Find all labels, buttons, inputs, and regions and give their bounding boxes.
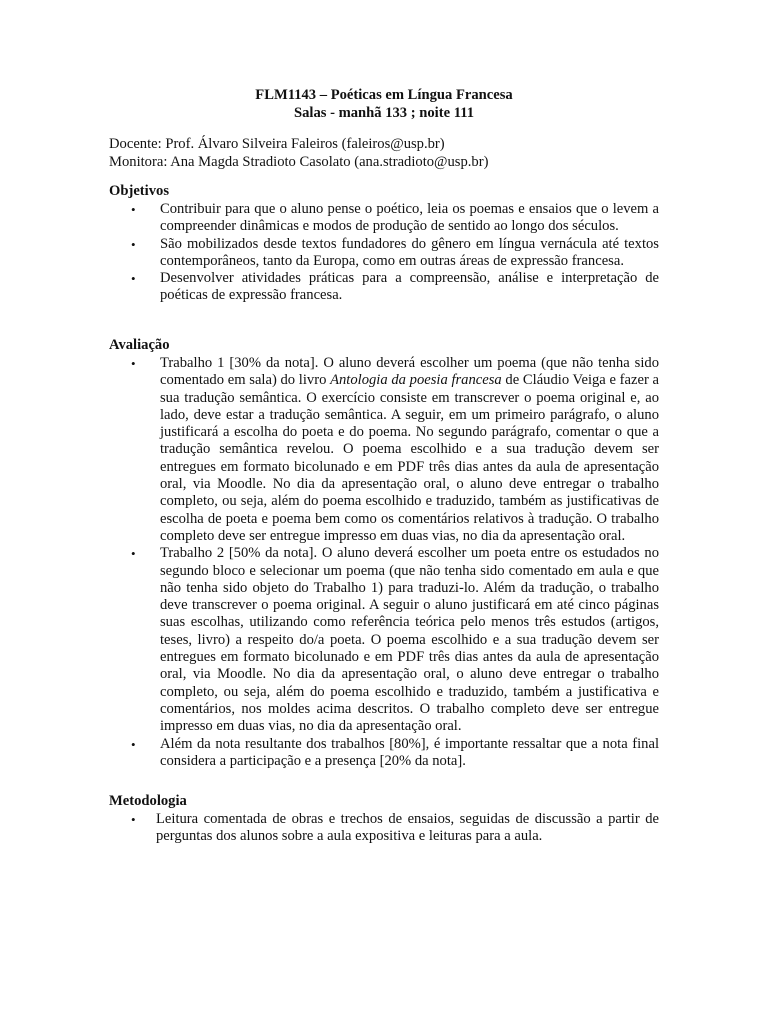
list-item bbox=[109, 236, 659, 271]
course-header bbox=[0, 86, 768, 122]
bullet-icon: • bbox=[131, 546, 136, 562]
avaliacao-list bbox=[109, 355, 659, 770]
trabalho2-text: Trabalho 2 [50% da nota]. O aluno deverá escolher um poeta entre os estudados no segundo bloco e selecionar um poema (que não tenha sido comentado em aula e que não tenha sido objeto do Trabalho 1) para traduzi-lo. Além da tradução, o trabalho deve transcrever o poema original. A seguir o aluno justificará em até cinco páginas suas escolhas, utilizando como referência teórica pelo menos três estudos (artigos, teses, livro) a respeito do/a poeta. O poema escolhido e a sua tradução devem ser entregues em formato bicolunado e em PDF três dias antes da aula de apresentação oral, via Moodle. No dia da apresentação oral, o aluno deve entregar o trabalho completo, ou seja, além do poema escolhido e traduzido, também a justificativa e comentários, nos moldes acima descritos. O trabalho completo deve ser entregue impresso em duas vias, no dia da apresentação oral. bbox=[160, 545, 659, 735]
book-title: Antologia da poesia francesa bbox=[330, 372, 502, 389]
course-rooms: Salas - manhã 133 ; noite 111 bbox=[293, 105, 474, 121]
bullet-icon: • bbox=[131, 236, 136, 252]
metodologia-text: Leitura comentada de obras e trechos de ensaios, seguidas de discussão a partir de perguntas dos alunos sobre a aula expositiva e leituras para a aula. bbox=[156, 811, 659, 845]
bullet-icon: • bbox=[131, 356, 136, 371]
course-title: FLM1143 – Poéticas em Língua Francesa bbox=[255, 87, 513, 103]
bullet-icon: • bbox=[131, 736, 136, 752]
metodologia-heading: Metodologia bbox=[109, 793, 187, 809]
list-item bbox=[109, 270, 659, 305]
bullet-icon: • bbox=[131, 812, 136, 827]
trabalho1-text-end: de Cláudio Veiga e fazer a sua tradução semântica. O exercício consiste em transcrever o poema original e, ao lado, deve estar a tradução semântica. A seguir, em um primeiro parágrafo, o aluno justificará a escolha do poeta e do poema. No segundo parágrafo, comentar o que a tradução semântica revelou. O poema escolhido e a sua tradução devem ser entregues em formato bicolunado e em PDF três dias antes da aula de apresentação oral, via Moodle. No dia da apresentação oral, o aluno deve entregar o trabalho completo, ou seja, além do poema escolhido e traduzido, também as justificativas de escolha de poeta e poema bem como os comentários relativos à tradução. O trabalho completo deve ser entregue impresso em duas vias, no dia da apresentação oral. bbox=[160, 372, 659, 544]
trabalho1-text-start: Trabalho 1 [30% da nota]. O aluno deverá escolher um poema (que não tenha sido comentado em sala) do livro bbox=[160, 355, 659, 389]
bullet-icon: • bbox=[131, 202, 136, 217]
objetivo-text-3: Desenvolver atividades práticas para a compreensão, análise e interpretação de poéticas de expressão francesa. bbox=[160, 270, 659, 304]
bullet-icon: • bbox=[131, 271, 136, 287]
metodologia-list bbox=[109, 811, 659, 846]
objetivo-text-1: Contribuir para que o aluno pense o poético, leia os poemas e ensaios que o levem a compreender dinâmicas e modos de produção de sentido ao longo dos séculos. bbox=[160, 201, 659, 235]
nota-final-text: Além da nota resultante dos trabalhos [80%], é importante ressaltar que a nota final considera a participação e a presença [20% da nota]. bbox=[160, 735, 659, 769]
objetivos-heading: Objetivos bbox=[109, 183, 169, 199]
objetivo-text-2: São mobilizados desde textos fundadores do gênero em língua vernácula até textos contemporâneos, tanto da Europa, como em outras áreas de expressão francesa. bbox=[160, 235, 659, 269]
avaliacao-heading: Avaliação bbox=[109, 337, 170, 353]
docente-line: Docente: Prof. Álvaro Silveira Faleiros (faleiros@usp.br) bbox=[109, 136, 445, 152]
staff-info bbox=[109, 135, 669, 171]
list-item bbox=[109, 355, 659, 545]
list-item bbox=[109, 545, 659, 735]
list-item bbox=[109, 811, 659, 846]
list-item bbox=[109, 201, 659, 236]
monitora-line: Monitora: Ana Magda Stradioto Casolato (ana.stradioto@usp.br) bbox=[109, 154, 489, 170]
list-item bbox=[109, 736, 659, 771]
objetivos-list bbox=[109, 201, 659, 305]
